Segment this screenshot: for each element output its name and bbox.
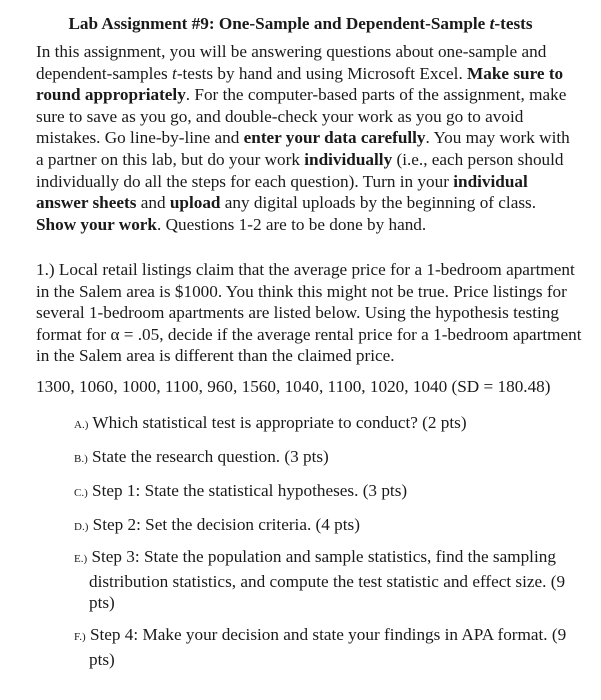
bold-text: enter your data carefully (243, 128, 426, 148)
part-text: State the research question. (3 pts) (92, 447, 329, 466)
part-label: D.) (74, 521, 89, 533)
title-text: Lab Assignment #9: One-Sample and Dependent-Sample (68, 14, 490, 33)
part-text: Step 3: State the population and sample statistics, find the sampling (91, 547, 556, 566)
part-label: A.) (74, 419, 89, 431)
part-label: C.) (74, 487, 88, 499)
instructions-line (36, 106, 523, 127)
instructions-line (36, 41, 546, 62)
bold-text: Make sure to (467, 63, 564, 83)
page-title (0, 14, 601, 34)
bold-text: individually (304, 150, 393, 169)
text-run: in the Salem area is different than the claimed price. (36, 346, 395, 366)
text-run: . You may work with (425, 128, 570, 148)
text-run: (i.e., each person should (392, 150, 564, 169)
italic-text: t (172, 63, 177, 83)
part-text: Step 1: State the statistical hypotheses. (3 pts) (92, 481, 408, 500)
instructions-line (36, 63, 563, 84)
text-run: and (136, 193, 170, 213)
part-label: B.) (74, 453, 88, 465)
question-part-c (74, 480, 574, 505)
text-run: -tests by hand and using Microsoft Excel. (176, 63, 468, 83)
question-part-b (74, 446, 574, 471)
text-run: in the Salem area is $1000. You think this might not be true. Price listings for (36, 281, 567, 301)
question-part-f (74, 624, 574, 670)
part-text: pts) (89, 593, 115, 612)
title-suffix: -tests (494, 14, 533, 33)
text-run: . For the computer-based parts of the assignment, make (185, 85, 567, 105)
bold-text: Show your work (36, 214, 157, 234)
part-label: F.) (74, 631, 86, 643)
text-run: 1.) Local retail listings claim that the average price for a 1-bedroom apartment (36, 260, 575, 279)
text-run: individually do all the steps for each question). Turn in your (36, 171, 454, 191)
instructions-line (36, 192, 536, 213)
question-1-line (36, 345, 395, 366)
question-1-data: 1300, 1060, 1000, 1100, 960, 1560, 1040, 1100, 1020, 1040 (SD = 180.48) (36, 377, 551, 396)
part-text: pts) (89, 649, 115, 669)
text-run: dependent-samples (36, 63, 173, 83)
text-run: a partner on this lab, but do your work (36, 150, 305, 169)
part-text: distribution statistics, and compute the test statistic and effect size. (9 (89, 571, 566, 591)
text-run: several 1-bedroom apartments are listed below. Using the hypothesis testing (36, 303, 559, 323)
text-run: In this assignment, you will be answering questions about one-sample and (36, 42, 547, 61)
part-text: Step 2: Set the decision criteria. (4 pts) (92, 515, 360, 534)
question-part-a (74, 412, 574, 437)
text-run: any digital uploads by the beginning of class. (220, 193, 537, 213)
text-run: mistakes. Go line-by-line and (36, 128, 244, 148)
instructions-line (36, 214, 426, 235)
part-text: Step 4: Make your decision and state your findings in APA format. (9 (89, 625, 567, 644)
bold-text: round appropriately (36, 85, 186, 105)
bold-text: answer sheets (36, 193, 137, 213)
instructions-line (36, 84, 566, 105)
text-run: . Questions 1-2 are to be done by hand. (156, 214, 427, 234)
bold-text: upload (169, 193, 221, 213)
question-part-d (74, 514, 574, 539)
question-part-e (74, 546, 574, 614)
part-label: E.) (74, 553, 88, 565)
question-1-line (36, 281, 567, 302)
question-1-line (36, 259, 575, 280)
question-1-line (36, 324, 582, 345)
title-italic-t: t (489, 14, 495, 33)
instructions-line (36, 149, 564, 170)
question-1-line (36, 302, 559, 323)
instructions-line (36, 171, 528, 192)
text-run: format for α = .05, decide if the average rental price for a 1-bedroom apartment (36, 324, 582, 344)
instructions-line (36, 127, 570, 148)
bold-text: individual (453, 171, 528, 191)
part-text: Which statistical test is appropriate to conduct? (2 pts) (92, 413, 467, 432)
text-run: sure to save as you go, and double-check your work as you go to avoid (36, 106, 524, 126)
